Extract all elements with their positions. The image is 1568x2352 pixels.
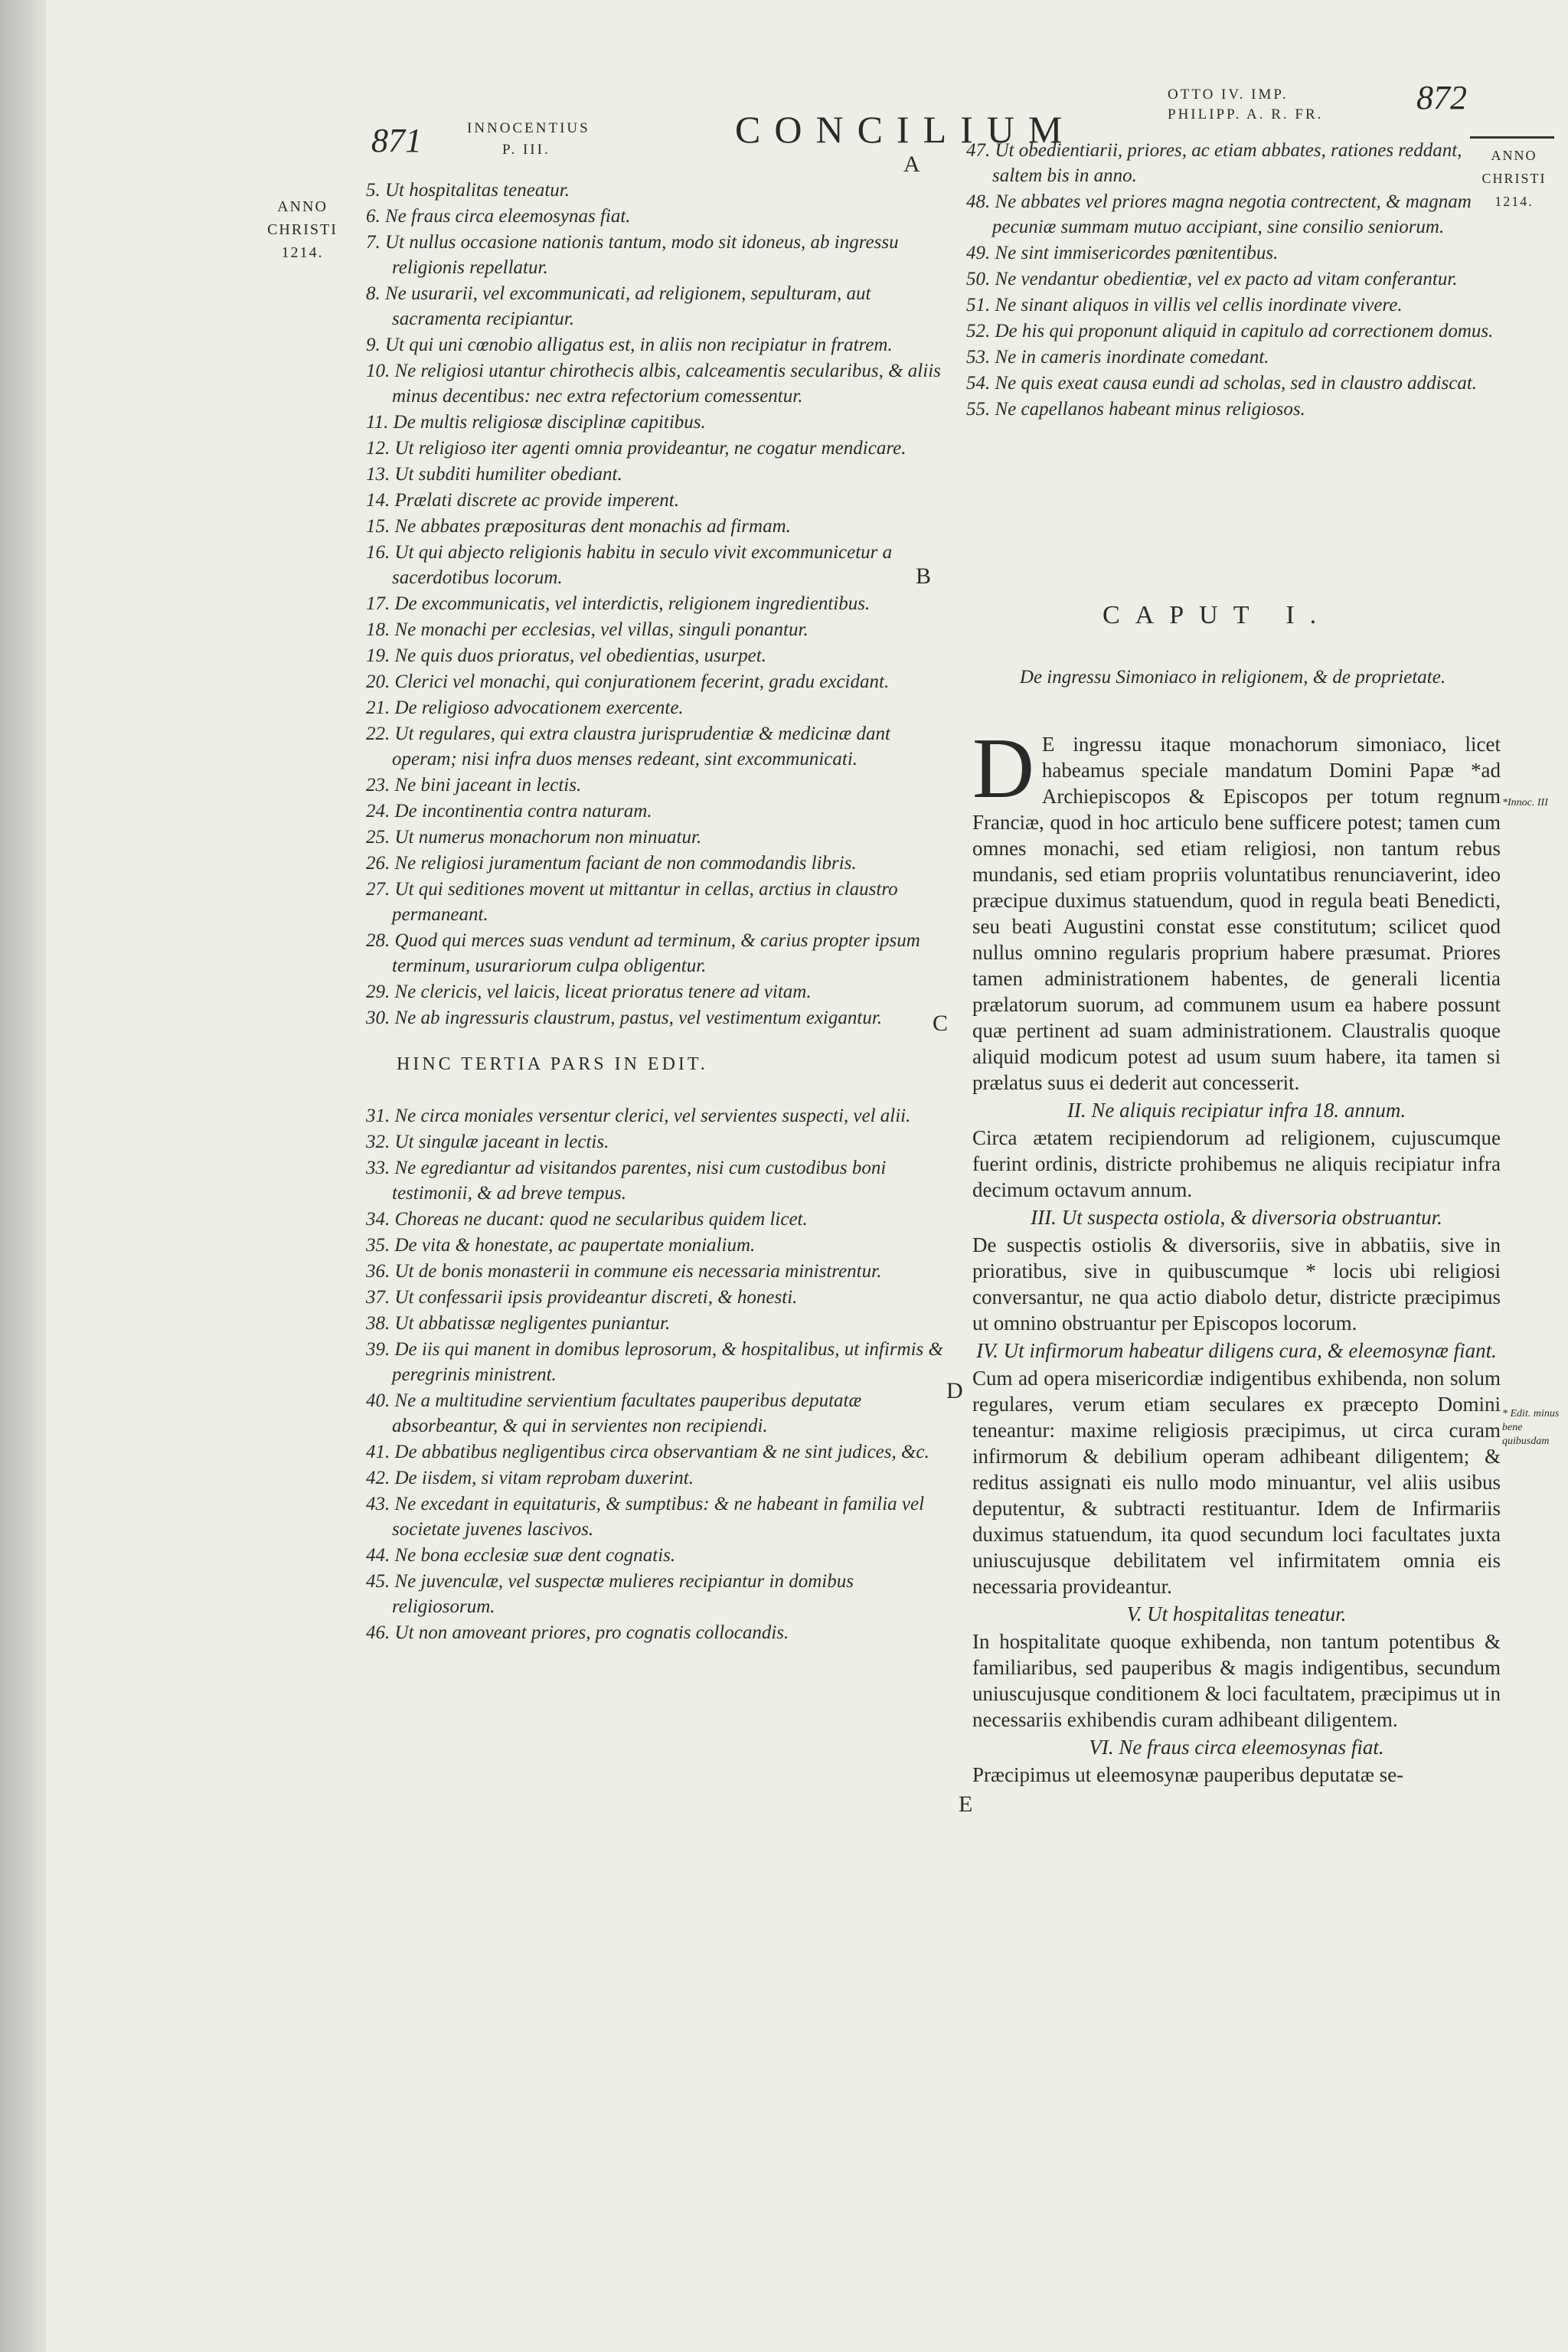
margin-right-year: 1214. <box>1494 194 1534 209</box>
margin-right-anno: ANNO <box>1491 148 1537 163</box>
left-running-head: INNOCENTIUS <box>467 120 590 136</box>
list-item: 47. Ut obedientiarii, priores, ac etiam abbates, rationes reddant, saltem bis in anno. <box>966 140 1462 186</box>
margin-left-christi: CHRISTI <box>267 221 338 238</box>
list-item: 35. De vita & honestate, ac paupertate monialium. <box>366 1235 756 1256</box>
list-item: 8. Ne usurarii, vel excommunicati, ad religionem, sepulturam, aut sacramenta recipiantur. <box>366 283 871 329</box>
left-column <box>366 178 944 1646</box>
left-page-number: 871 <box>371 122 422 159</box>
list-item: 45. Ne juvenculæ, vel suspectæ mulieres recipiantur in domibus religiosorum. <box>366 1571 854 1617</box>
paragraph-1-text: E ingressu itaque monachorum simoniaco, licet habeamus speciale mandatum Domini Papæ *ad Archiepiscopos & Episcopos per totum regnum Franciæ, quod in hoc articulo bene sufficere potest; tamen cum omnes monachi, sed etiam religiosi, non tantum rebus mundanis, sed etiam propriis voluntatibus renunciaverint, ideo præcipue duximus statuendum, quod in regula beati Benedicti, seu beati Augustini constat esse constitutum; scilicet quod nullus omnino regularis proprium habere præsumat. Priores tamen administrationem habentes, de generali licentia prælatorum suorum, ad communem usum ea habere possunt quæ pertinent ad suam administrationem. Claustralis quoque aliquid modicum potest ad usum suum habere, ita tamen si prælatus suus ei dederit aut concesserit. <box>972 733 1501 1094</box>
list-item: 7. Ut nullus occasione nationis tantum, modo sit idoneus, ab ingressu religionis repellatur. <box>366 232 899 278</box>
list-item: 22. Ut regulares, qui extra claustra jurisprudentiæ & medicinæ dant operam; nisi infra duos menses redeant, sint excommunicati. <box>366 724 890 769</box>
list-item: 37. Ut confessarii ipsis provideantur discreti, & honesti. <box>366 1287 798 1308</box>
list-item: 25. Ut numerus monachorum non minuatur. <box>366 827 702 848</box>
list-item: 20. Clerici vel monachi, qui conjurationem fecerint, gradu excidant. <box>366 671 890 692</box>
right-column-list <box>966 138 1502 423</box>
list-item: 28. Quod qui merces suas vendunt ad terminum, & carius propter ipsum terminum, usurariorum culpa obligentur. <box>366 930 920 976</box>
list-item: 43. Ne excedant in equitaturis, & sumptibus: & ne habeant in familia vel societate juvenes lascivos. <box>366 1494 925 1540</box>
list-item: 42. De iisdem, si vitam reprobam duxerint. <box>366 1468 694 1488</box>
right-running-head-2: PHILIPP. A. R. FR. <box>1168 106 1324 122</box>
margin-right-christi: CHRISTI <box>1481 171 1547 186</box>
list-item: 55. Ne capellanos habeant minus religiosos. <box>966 399 1305 420</box>
side-note-1: *Innoc. III <box>1502 797 1548 808</box>
subheading-6: VI. Ne fraus circa eleemosynas fiat. <box>1089 1736 1384 1759</box>
side-note-2: * Edit. minus bene quibusdam <box>1502 1408 1560 1447</box>
list-item: 31. Ne circa moniales versentur clerici, vel servientes suspecti, vel alii. <box>366 1106 911 1126</box>
margin-year-left <box>260 195 345 264</box>
right-running-head: OTTO IV. IMP. <box>1168 87 1289 103</box>
list-item: 50. Ne vendantur obedientiæ, vel ex pacto ad vitam conferantur. <box>966 269 1458 289</box>
page-title: CONCILIUM <box>735 108 1076 151</box>
list-item: 48. Ne abbates vel priores magna negotia contrectent, & magnam pecuniæ summam mutuo accipiant, sine consilio seniorum. <box>966 191 1472 237</box>
list-item: 54. Ne quis exeat causa eundi ad scholas, sed in claustro addiscat. <box>966 373 1478 394</box>
paragraph-3: De suspectis ostiolis & diversoriis, sive in abbatiis, sive in prioratibus, sive in quibuscumque * locis ubi religiosi conversantur, ne qua actio diabolo detur, districte præcipimus ut omnino obstruantur per Episcopos locorum. <box>972 1233 1501 1334</box>
list-item: 39. De iis qui manent in domibus leprosorum, & hospitalibus, ut infirmis & peregrinis ministrent. <box>366 1339 943 1385</box>
section-letter-b: B <box>916 564 932 589</box>
book-page-edges <box>0 0 46 2352</box>
list-item: 5. Ut hospitalitas teneatur. <box>366 180 570 201</box>
paragraph-4: Cum ad opera misericordiæ indigentibus exhibenda, non solum regulares, verum etiam seculares ex præcepto Domini teneantur: maxime religiosis præcipimus, ut circa curam infirmorum & debilium operam adhibeant diligentem; & reditus assignati eis nullo modo minuantur, vel aliis usibus deputentur, & subtracti restituantur. Idem de Infirmariis duximus statuendum, ita quod secundum loci facultates juxta uniuscujusque debilitatem vel infirmitatem omnia eis necessaria provideantur. <box>972 1367 1501 1598</box>
list-item: 9. Ut qui uni cœnobio alligatus est, in aliis non recipiatur in fratrem. <box>366 335 893 355</box>
list-item: 38. Ut abbatissæ negligentes puniantur. <box>366 1313 671 1334</box>
list-item: 23. Ne bini jaceant in lectis. <box>366 775 582 795</box>
drop-cap: D <box>972 721 1034 816</box>
list-item: 27. Ut qui seditiones movent ut mittantur in cellas, arctius in claustro permaneant. <box>366 879 898 925</box>
list-item: 53. Ne in cameris inordinate comedant. <box>966 347 1269 368</box>
list-item: 51. Ne sinant aliquos in villis vel cellis inordinate vivere. <box>966 295 1403 315</box>
subheading-2: II. Ne aliquis recipiatur infra 18. annum. <box>1067 1099 1406 1122</box>
list-item: 10. Ne religiosi utantur chirothecis albis, calceamentis secularibus, & aliis minus decentibus: nec extra refectorium comessentur. <box>366 361 941 407</box>
list-item: 30. Ne ab ingressuris claustrum, pastus, vel vestimentum exigantur. <box>366 1008 883 1028</box>
list-item: 41. De abbatibus negligentibus circa observantiam & ne sint judices, &c. <box>366 1442 929 1462</box>
list-item: 6. Ne fraus circa eleemosynas fiat. <box>366 206 631 227</box>
section-letter-e: E <box>959 1792 973 1817</box>
section-letter-d: D <box>946 1378 963 1403</box>
list-item: 34. Choreas ne ducant: quod ne secularibus quidem licet. <box>366 1209 808 1230</box>
list-item: 33. Ne egrediantur ad visitandos parentes, nisi cum custodibus boni testimonii, & ad breve tempus. <box>366 1158 887 1204</box>
list-item: 16. Ut qui abjecto religionis habitu in seculo vivit excommunicetur a sacerdotibus locorum. <box>366 542 893 588</box>
chapter-body <box>972 721 1501 1788</box>
paragraph-2: Circa ætatem recipiendorum ad religionem, cujuscumque fuerint ordinis, districte prohibemus ne aliquis recipiatur infra decimum octavum annum. <box>972 1126 1501 1201</box>
subheading-3: III. Ut suspecta ostiola, & diversoria obstruantur. <box>1031 1206 1442 1229</box>
list-item: 44. Ne bona ecclesiæ suæ dent cognatis. <box>366 1545 676 1566</box>
paragraph-5: In hospitalitate quoque exhibenda, non tantum potentibus & familiaribus, sed pauperibus & magis indigentibus, secundum uniuscujusque conditionem & loci facultatem, præcipimus ut in necessariis exhibendis curam adhibeant diligentem. <box>972 1630 1501 1731</box>
list-item: 24. De incontinentia contra naturam. <box>366 801 652 822</box>
list-item: 11. De multis religiosæ disciplinæ capitibus. <box>366 412 706 433</box>
list-item: 15. Ne abbates præposituras dent monachis ad firmam. <box>366 516 791 537</box>
section-letter-c: C <box>933 1011 949 1036</box>
section-heading: HINC TERTIA PARS IN EDIT. <box>397 1054 708 1074</box>
list-item: 26. Ne religiosi juramentum faciant de non commodandis libris. <box>366 853 857 874</box>
list-item: 36. Ut de bonis monasterii in commune eis necessaria ministrentur. <box>366 1261 882 1282</box>
list-item: 46. Ut non amoveant priores, pro cognatis collocandis. <box>366 1622 789 1643</box>
list-item: 17. De excommunicatis, vel interdictis, religionem ingredientibus. <box>366 593 871 614</box>
list-item: 14. Prælati discrete ac provide imperent. <box>366 490 679 511</box>
chapter-subtitle: De ingressu Simoniaco in religionem, & de proprietate. <box>1019 667 1446 688</box>
subheading-5: V. Ut hospitalitas teneatur. <box>1126 1602 1347 1625</box>
list-item: 13. Ut subditi humiliter obediant. <box>366 464 622 485</box>
subheading-4: IV. Ut infirmorum habeatur diligens cura, & eleemosynæ fiant. <box>976 1339 1497 1362</box>
margin-left-year: 1214. <box>281 244 324 261</box>
list-item: 19. Ne quis duos prioratus, vel obedientias, usurpet. <box>366 645 766 666</box>
list-item: 29. Ne clericis, vel laicis, liceat prioratus tenere ad vitam. <box>366 982 812 1002</box>
paragraph-1 <box>972 721 1501 1096</box>
paragraph-6: Præcipimus ut eleemosynæ pauperibus deputatæ se- <box>972 1763 1404 1786</box>
section-letter-a: A <box>903 152 920 177</box>
right-page-number: 872 <box>1416 79 1467 116</box>
margin-left-anno: ANNO <box>277 198 328 215</box>
left-running-head-2: P. III. <box>502 142 550 158</box>
list-item: 21. De religioso advocationem exercente. <box>366 697 684 718</box>
list-item: 12. Ut religioso iter agenti omnia provideantur, ne cogatur mendicare. <box>366 438 906 459</box>
list-item: 49. Ne sint immisericordes pœnitentibus. <box>966 243 1279 263</box>
chapter-heading: CAPUT I. <box>1102 601 1332 629</box>
list-item: 52. De his qui proponunt aliquid in capitulo ad correctionem domus. <box>966 321 1494 341</box>
list-item: 40. Ne a multitudine servientium facultates pauperibus deputatæ absorbeantur, & qui in servientes non recipiendi. <box>366 1390 862 1436</box>
list-item: 32. Ut singulæ jaceant in lectis. <box>366 1132 609 1152</box>
list-item: 18. Ne monachi per ecclesias, vel villas, singuli ponantur. <box>366 619 808 640</box>
